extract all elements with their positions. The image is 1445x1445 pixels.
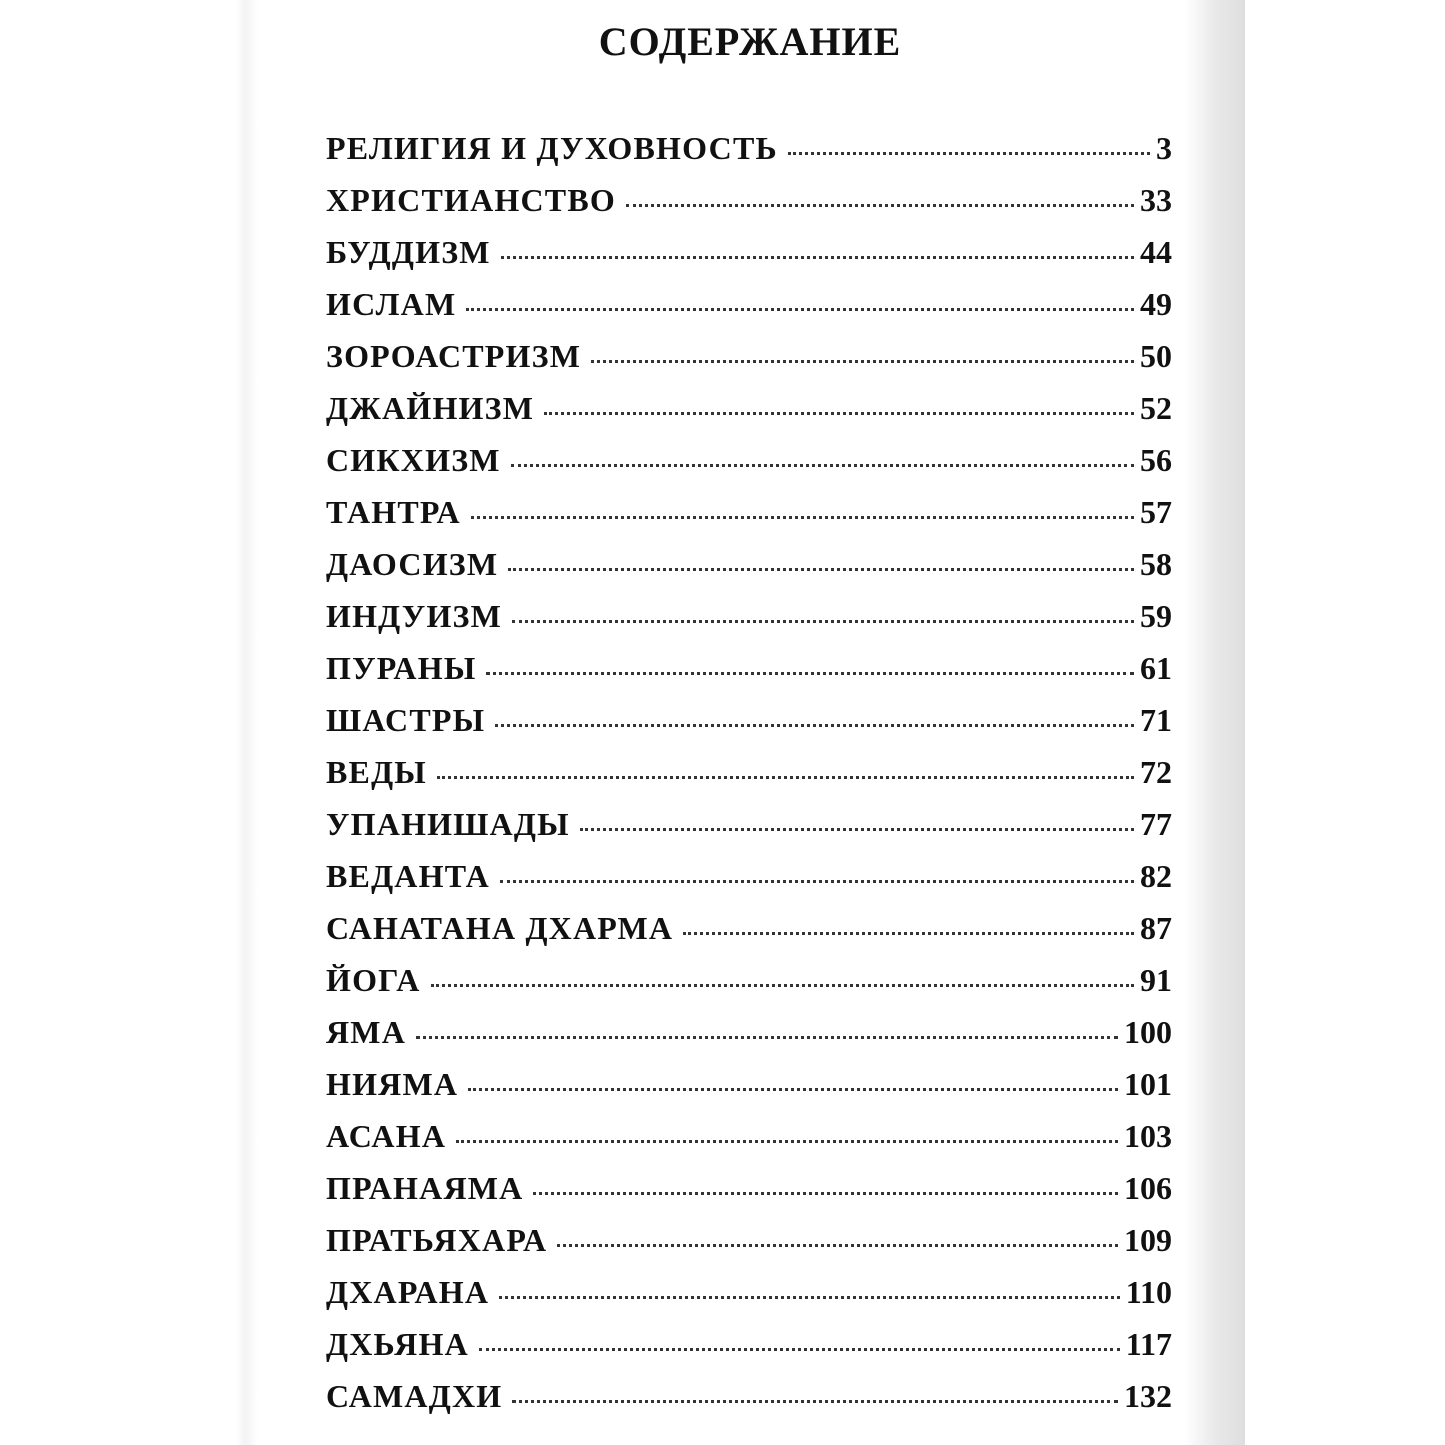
toc-entry-title: ВЕДЫ <box>326 754 427 790</box>
toc-entry-title: УПАНИШАДЫ <box>326 806 570 842</box>
toc-entry-title: ХРИСТИАНСТВО <box>326 182 616 218</box>
dot-leader <box>788 152 1150 155</box>
toc-entry-page-number: 106 <box>1124 1170 1172 1206</box>
toc-entry-page-number: 100 <box>1124 1014 1172 1050</box>
toc-entry-page-number: 117 <box>1125 1326 1172 1362</box>
toc-entry-title: ПУРАНЫ <box>326 650 477 686</box>
toc-entry <box>326 234 1172 286</box>
toc-entry <box>326 546 1172 598</box>
dot-leader <box>466 308 1134 311</box>
toc-entry <box>326 442 1172 494</box>
toc-entry-title: АСАНА <box>326 1118 447 1154</box>
dot-leader <box>500 880 1134 883</box>
toc-entry-title: СИКХИЗМ <box>326 442 501 478</box>
dot-leader <box>468 1088 1118 1091</box>
dot-leader <box>471 516 1134 519</box>
dot-leader <box>508 568 1134 571</box>
toc-entry-title: РЕЛИГИЯ И ДУХОВНОСТЬ <box>326 130 778 166</box>
toc-entry-page-number: 109 <box>1124 1222 1172 1258</box>
dot-leader <box>431 984 1134 987</box>
dot-leader <box>580 828 1134 831</box>
dot-leader <box>626 204 1134 207</box>
toc-entry-page-number: 49 <box>1140 286 1172 322</box>
toc-entry-title: ДЖАЙНИЗМ <box>326 390 535 426</box>
toc-entry-title: ЯМА <box>326 1014 407 1050</box>
toc-entry-title: НИЯМА <box>326 1066 459 1102</box>
dot-leader <box>512 620 1134 623</box>
dot-leader <box>512 1400 1118 1403</box>
dot-leader <box>501 256 1134 259</box>
toc-entry-page-number: 56 <box>1140 442 1172 478</box>
toc-entry <box>326 754 1172 806</box>
toc-entry-title: ДАОСИЗМ <box>326 546 499 582</box>
toc-entry <box>326 130 1172 182</box>
toc-entry-page-number: 3 <box>1156 130 1172 166</box>
dot-leader <box>479 1348 1120 1351</box>
dot-leader <box>495 724 1134 727</box>
dot-leader <box>533 1192 1118 1195</box>
dot-leader <box>511 464 1134 467</box>
toc-entry-page-number: 101 <box>1124 1066 1172 1102</box>
toc-entry-title: ШАСТРЫ <box>326 702 486 738</box>
toc-entry-page-number: 59 <box>1140 598 1172 634</box>
toc-entry-title: ИНДУИЗМ <box>326 598 503 634</box>
toc-entry-title: ЙОГА <box>326 962 421 998</box>
dot-leader <box>456 1140 1118 1143</box>
toc-entry-page-number: 44 <box>1140 234 1172 270</box>
dot-leader <box>416 1036 1118 1039</box>
toc-entry-title: ПРАНАЯМА <box>326 1170 524 1206</box>
toc-entry-page-number: 132 <box>1124 1378 1172 1414</box>
table-of-contents <box>326 130 1172 1430</box>
toc-entry <box>326 598 1172 650</box>
toc-entry-page-number: 110 <box>1125 1274 1172 1310</box>
toc-entry <box>326 1118 1172 1170</box>
toc-entry-title: ИСЛАМ <box>326 286 457 322</box>
toc-entry-page-number: 33 <box>1140 182 1172 218</box>
toc-entry-page-number: 91 <box>1140 962 1172 998</box>
toc-entry <box>326 806 1172 858</box>
toc-entry-page-number: 58 <box>1140 546 1172 582</box>
toc-entry <box>326 338 1172 390</box>
toc-entry-title: ЗОРОАСТРИЗМ <box>326 338 582 374</box>
dot-leader <box>544 412 1134 415</box>
toc-entry-page-number: 71 <box>1140 702 1172 738</box>
toc-entry-page-number: 61 <box>1140 650 1172 686</box>
toc-entry <box>326 650 1172 702</box>
toc-entry-page-number: 87 <box>1140 910 1172 946</box>
toc-entry <box>326 1014 1172 1066</box>
toc-entry <box>326 962 1172 1014</box>
toc-entry <box>326 1170 1172 1222</box>
toc-entry-title: САНАТАНА ДХАРМА <box>326 910 674 946</box>
toc-entry <box>326 390 1172 442</box>
toc-entry <box>326 1274 1172 1326</box>
toc-entry-page-number: 52 <box>1140 390 1172 426</box>
toc-entry <box>326 286 1172 338</box>
toc-entry-title: ТАНТРА <box>326 494 461 530</box>
page-gutter-shadow <box>236 0 258 1445</box>
toc-entry-title: ДХАРАНА <box>326 1274 490 1310</box>
toc-entry <box>326 182 1172 234</box>
dot-leader <box>591 360 1134 363</box>
dot-leader <box>437 776 1134 779</box>
toc-entry <box>326 1378 1172 1430</box>
toc-entry-title: ВЕДАНТА <box>326 858 490 894</box>
toc-entry-title: САМАДХИ <box>326 1378 503 1414</box>
dot-leader <box>557 1244 1118 1247</box>
toc-entry-page-number: 103 <box>1124 1118 1172 1154</box>
toc-entry <box>326 1222 1172 1274</box>
toc-entry <box>326 494 1172 546</box>
dot-leader <box>683 932 1134 935</box>
toc-entry <box>326 1066 1172 1118</box>
toc-entry <box>326 1326 1172 1378</box>
toc-entry-page-number: 72 <box>1140 754 1172 790</box>
page-title: СОДЕРЖАНИЕ <box>598 19 902 64</box>
toc-entry-page-number: 82 <box>1140 858 1172 894</box>
toc-entry <box>326 858 1172 910</box>
page-edge-shadow <box>1185 0 1245 1445</box>
toc-entry-title: ПРАТЬЯХАРА <box>326 1222 548 1258</box>
toc-entry-page-number: 57 <box>1140 494 1172 530</box>
toc-entry-page-number: 77 <box>1140 806 1172 842</box>
toc-entry <box>326 702 1172 754</box>
toc-entry-title: ДХЬЯНА <box>326 1326 469 1362</box>
toc-entry-title: БУДДИЗМ <box>326 234 491 270</box>
toc-entry-page-number: 50 <box>1140 338 1172 374</box>
dot-leader <box>486 672 1134 675</box>
toc-entry <box>326 910 1172 962</box>
dot-leader <box>499 1296 1120 1299</box>
